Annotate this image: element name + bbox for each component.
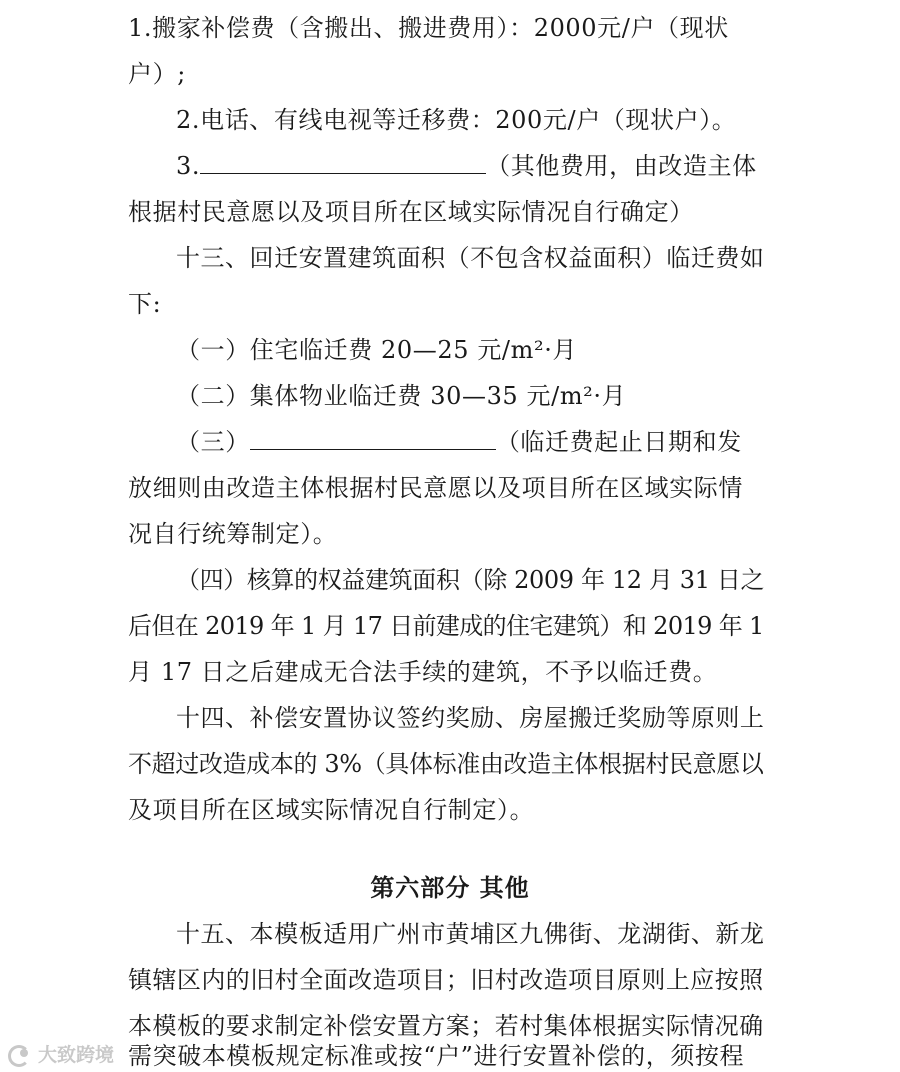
part-6-heading: 第六部分 其他 xyxy=(370,874,530,902)
section-14-line-1: 十四、补偿安置协议签约奖励、房屋搬迁奖励等原则上 xyxy=(176,704,765,732)
brand-logo-icon xyxy=(6,1043,34,1065)
section-14-line-3: 及项目所在区域实际情况自行制定）。 xyxy=(128,796,535,824)
section-13-c-prefix: （三） xyxy=(176,428,250,456)
section-13-c-blank xyxy=(250,427,496,450)
item-3-prefix: 3. xyxy=(176,152,201,180)
item-3-blank xyxy=(200,151,486,174)
section-15-line-4: 需突破本模板规定标准或按“户”进行安置补偿的，须按程 xyxy=(128,1042,745,1070)
watermark xyxy=(6,1040,114,1067)
item-2: 2.电话、有线电视等迁移费：200元/户（现状户）。 xyxy=(176,106,737,134)
section-13-line-2: 下: xyxy=(128,290,162,318)
section-13-c-line-1 xyxy=(176,426,742,458)
section-15-line-3: 本模板的要求制定补偿安置方案；若村集体根据实际情况确 xyxy=(128,1012,764,1040)
section-13-a: （一）住宅临迁费 20—25 元/m²·月 xyxy=(176,336,578,364)
item-1-line-1: 1.搬家补偿费（含搬出、搬进费用）：2000元/户（现状 xyxy=(128,14,729,42)
section-14-line-2: 不超过改造成本的 3%（具体标准由改造主体根据村民意愿以 xyxy=(128,750,764,778)
section-13-c-line-3: 况自行统筹制定）。 xyxy=(128,520,338,548)
section-13-line-1: 十三、回迁安置建筑面积（不包含权益面积）临迁费如 xyxy=(176,244,765,272)
section-15-line-2: 镇辖区内的旧村全面改造项目；旧村改造项目原则上应按照 xyxy=(128,966,764,994)
section-13-d-line-1: （四）核算的权益建筑面积（除 2009 年 12 月 31 日之 xyxy=(176,566,765,594)
item-1-line-2: 户）; xyxy=(128,60,186,88)
watermark-text: 大致跨境 xyxy=(38,1044,115,1066)
section-13-c-suffix: （临迁费起止日期和发 xyxy=(495,428,742,456)
section-13-b: （二）集体物业临迁费 30—35 元/m²·月 xyxy=(176,382,627,410)
section-15-line-1: 十五、本模板适用广州市黄埔区九佛街、龙湖街、新龙 xyxy=(176,920,765,948)
item-3-line-1 xyxy=(176,150,757,182)
item-3-line-2: 根据村民意愿以及项目所在区域实际情况自行确定） xyxy=(128,198,694,226)
section-13-d-line-2: 后但在 2019 年 1 月 17 日前建成的住宅建筑）和 2019 年 1 xyxy=(128,612,764,640)
section-13-c-line-2: 放细则由改造主体根据村民意愿以及项目所在区域实际情 xyxy=(128,474,743,502)
section-13-d-line-3: 月 17 日之后建成无合法手续的建筑，不予以临迁费。 xyxy=(128,658,718,686)
item-3-suffix: （其他费用，由改造主体 xyxy=(486,152,757,180)
